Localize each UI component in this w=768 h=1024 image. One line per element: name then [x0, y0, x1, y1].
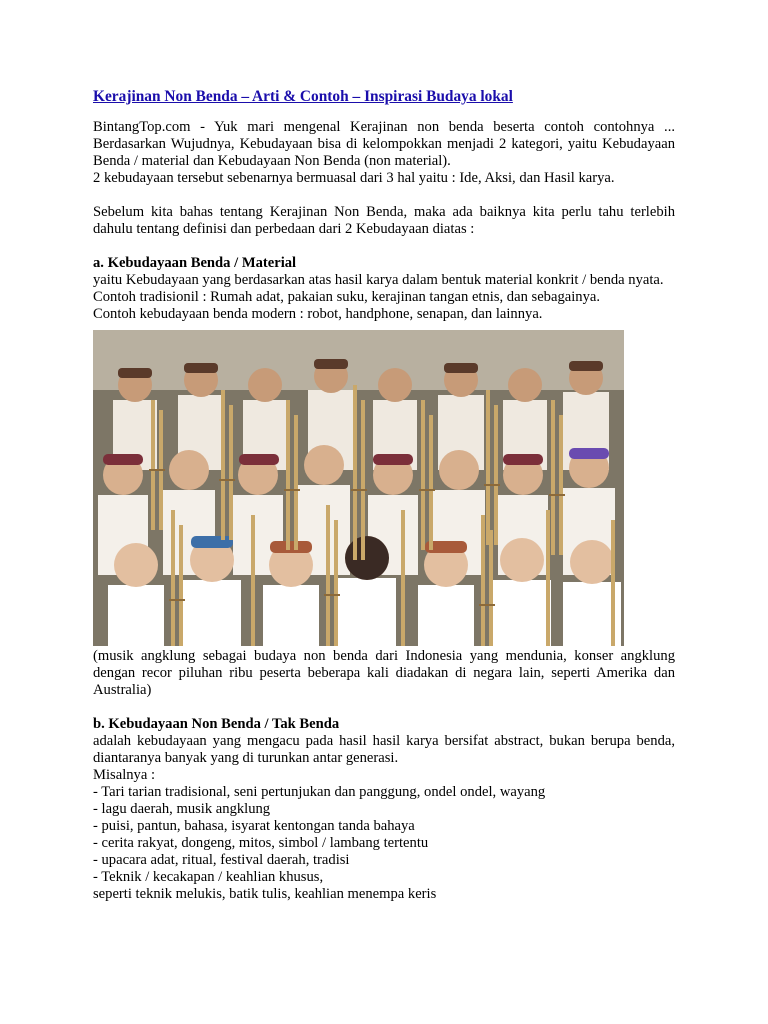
angklung-photo-illustration	[93, 330, 624, 646]
section-b-examples-list	[93, 784, 675, 886]
section-a-heading: a. Kebudayaan Benda / Material	[93, 255, 297, 271]
section-b-examples-intro: Misalnya :	[93, 767, 156, 783]
section-b-heading: b. Kebudayaan Non Benda / Tak Benda	[93, 716, 340, 732]
list-item: - Teknik / kecakapan / keahlian khusus,	[93, 869, 324, 885]
intro-transition-paragraph: Sebelum kita bahas tentang Kerajinan Non Benda, maka ada baiknya kita perlu tahu terlebih dahulu tentang definisi dan perbedaan dari 2 Kebudayaan diatas :	[93, 204, 675, 237]
section-a-definition: yaitu Kebudayaan yang berdasarkan atas hasil karya dalam bentuk material konkrit / benda nyata.	[93, 272, 664, 288]
angklung-concert-photo	[93, 330, 624, 646]
section-b-closing-line: seperti teknik melukis, batik tulis, keahlian menempa keris	[93, 886, 437, 902]
section-a-modern-examples: Contoh kebudayaan benda modern : robot, handphone, senapan, dan lainnya.	[93, 306, 543, 322]
photo-caption: (musik angklung sebagai budaya non benda dari Indonesia yang mendunia, konser angklung dengan recor piluhan ribu peserta beberapa kali diadakan di negara lain, seperti Amerika dan Australia)	[93, 648, 675, 698]
list-item: - lagu daerah, musik angklung	[93, 801, 271, 817]
article-title-link[interactable]: Kerajinan Non Benda – Arti & Contoh – Inspirasi Budaya lokal	[93, 88, 513, 105]
list-item: - cerita rakyat, dongeng, mitos, simbol / lambang tertentu	[93, 835, 429, 851]
intro-origin-line: 2 kebudayaan tersebut sebenarnya bermuasal dari 3 hal yaitu : Ide, Aksi, dan Hasil karya.	[93, 170, 615, 186]
intro-paragraph: BintangTop.com - Yuk mari mengenal Kerajinan non benda beserta contoh contohnya ... Berdasarkan Wujudnya, Kebudayaan bisa di kelompokkan menjadi 2 kategori, yaitu Kebudayaan Benda / material dan Kebudayaan Non Benda (non material).	[93, 119, 675, 169]
list-item: - upacara adat, ritual, festival daerah, tradisi	[93, 852, 350, 868]
list-item: - puisi, pantun, bahasa, isyarat kentongan tanda bahaya	[93, 818, 415, 834]
list-item: - Tari tarian tradisional, seni pertunjukan dan panggung, ondel ondel, wayang	[93, 784, 546, 800]
section-a-traditional-examples: Contoh tradisionil : Rumah adat, pakaian suku, kerajinan tangan etnis, dan sebagainya.	[93, 289, 601, 305]
article-body	[93, 88, 675, 903]
section-b-definition: adalah kebudayaan yang mengacu pada hasil hasil karya bersifat abstract, bukan berupa benda, diantaranya banyak yang di turunkan antar generasi.	[93, 733, 675, 766]
